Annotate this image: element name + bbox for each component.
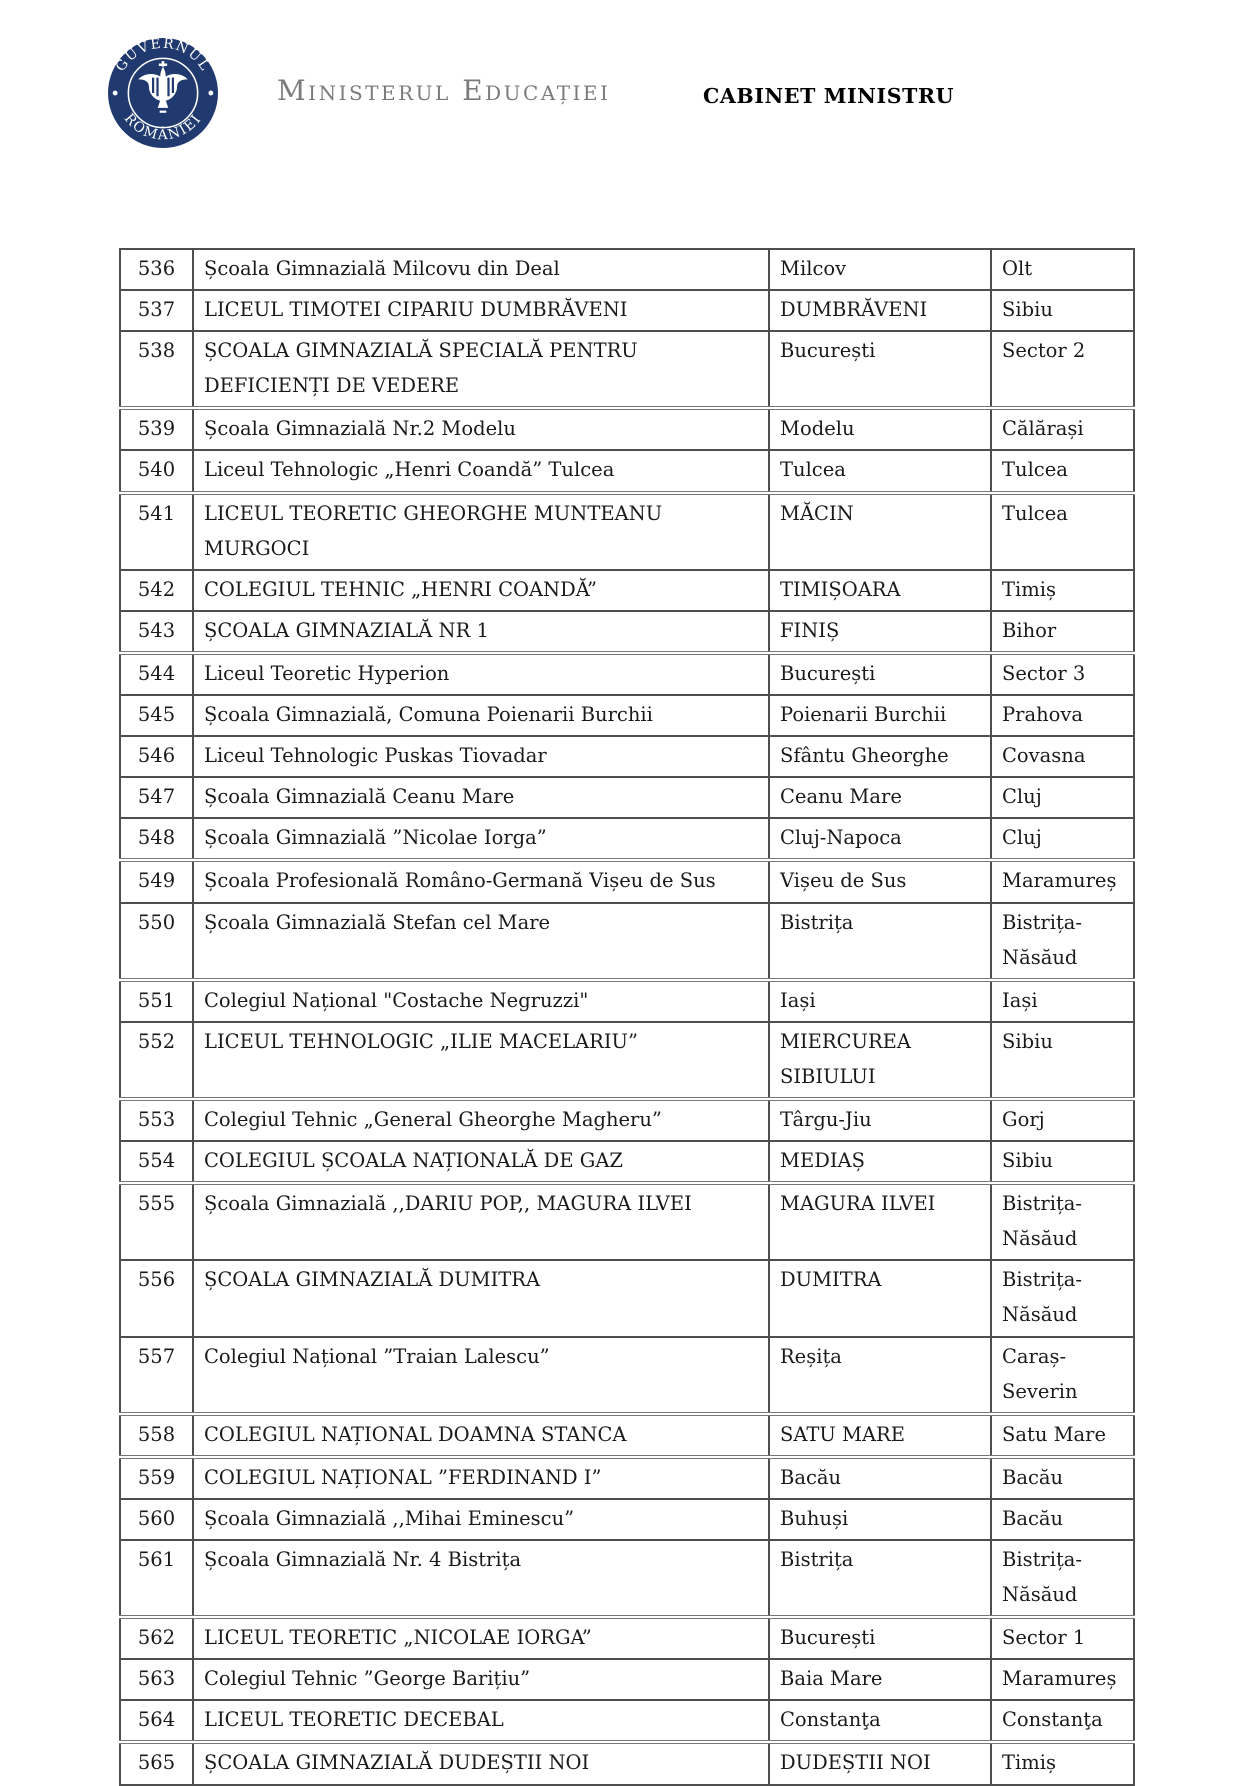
county-cell: Cluj bbox=[991, 818, 1134, 860]
table-row bbox=[120, 818, 1134, 860]
table-row bbox=[120, 290, 1134, 331]
city-cell: FINIȘ bbox=[769, 611, 991, 653]
county-cell: Sector 3 bbox=[991, 653, 1134, 695]
city-cell: Bistrița bbox=[769, 903, 991, 980]
city-cell: DUMBRĂVENI bbox=[769, 290, 991, 331]
school-name-cell: ȘCOALA GIMNAZIALĂ NR 1 bbox=[193, 611, 769, 653]
school-name-cell: Școala Gimnazială ”Nicolae Iorga” bbox=[193, 818, 769, 860]
city-cell: Poienarii Burchii bbox=[769, 695, 991, 736]
city-cell: SATU MARE bbox=[769, 1414, 991, 1457]
school-name-cell: COLEGIUL ȘCOALA NAȚIONALĂ DE GAZ bbox=[193, 1141, 769, 1183]
city-cell: București bbox=[769, 331, 991, 408]
table-row bbox=[120, 1540, 1134, 1617]
row-number: 546 bbox=[120, 736, 193, 777]
row-number: 565 bbox=[120, 1742, 193, 1784]
school-name-cell: Colegiul Național "Costache Negruzzi" bbox=[193, 980, 769, 1022]
county-cell: Caraș-Severin bbox=[991, 1337, 1134, 1414]
school-name-cell: ȘCOALA GIMNAZIALĂ SPECIALĂ PENTRU DEFICIENȚI DE VEDERE bbox=[193, 331, 769, 408]
school-name-cell: COLEGIUL TEHNIC „HENRI COANDĂ” bbox=[193, 570, 769, 611]
city-cell: Bacău bbox=[769, 1457, 991, 1499]
school-name-cell: Școala Gimnazială Ceanu Mare bbox=[193, 777, 769, 818]
school-name-cell: Liceul Tehnologic Puskas Tiovadar bbox=[193, 736, 769, 777]
school-name-cell: LICEUL TEHNOLOGIC „ILIE MACELARIU” bbox=[193, 1022, 769, 1099]
cabinet-ministru-title: CABINET MINISTRU bbox=[703, 84, 955, 108]
city-cell: Modelu bbox=[769, 408, 991, 450]
county-cell: Sector 1 bbox=[991, 1617, 1134, 1659]
school-name-cell: Școala Gimnazială Stefan cel Mare bbox=[193, 903, 769, 980]
school-name-cell: Școala Gimnazială ,,DARIU POP,, MAGURA ILVEI bbox=[193, 1183, 769, 1260]
row-number: 547 bbox=[120, 777, 193, 818]
government-seal-logo bbox=[108, 38, 218, 148]
table-row bbox=[120, 1742, 1134, 1784]
seal-bottom-text: ROMÂNIEI bbox=[120, 110, 206, 144]
table-row bbox=[120, 611, 1134, 653]
school-name-cell: Colegiul Tehnic ”George Barițiu” bbox=[193, 1659, 769, 1700]
county-cell: Tulcea bbox=[991, 493, 1134, 570]
city-cell: Tulcea bbox=[769, 450, 991, 492]
table-row bbox=[120, 736, 1134, 777]
county-cell: Constanţa bbox=[991, 1700, 1134, 1742]
city-cell: MĂCIN bbox=[769, 493, 991, 570]
row-number: 536 bbox=[120, 249, 193, 290]
row-number: 555 bbox=[120, 1183, 193, 1260]
city-cell: Târgu-Jiu bbox=[769, 1099, 991, 1141]
row-number: 542 bbox=[120, 570, 193, 611]
school-name-cell: COLEGIUL NAȚIONAL ”FERDINAND I” bbox=[193, 1457, 769, 1499]
row-number: 543 bbox=[120, 611, 193, 653]
county-cell: Sibiu bbox=[991, 1141, 1134, 1183]
row-number: 548 bbox=[120, 818, 193, 860]
county-cell: Satu Mare bbox=[991, 1414, 1134, 1457]
table-row bbox=[120, 1183, 1134, 1260]
row-number: 538 bbox=[120, 331, 193, 408]
city-cell: București bbox=[769, 1617, 991, 1659]
county-cell: Sibiu bbox=[991, 1022, 1134, 1099]
table-row bbox=[120, 1022, 1134, 1099]
table-row bbox=[120, 695, 1134, 736]
seal-top-text: GUVERNUL bbox=[112, 38, 214, 75]
school-name-cell: Școala Gimnazială Nr.2 Modelu bbox=[193, 408, 769, 450]
city-cell: MEDIAȘ bbox=[769, 1141, 991, 1183]
county-cell: Cluj bbox=[991, 777, 1134, 818]
city-cell: DUMITRA bbox=[769, 1260, 991, 1336]
guvernul-romaniei-seal-icon bbox=[108, 38, 218, 148]
table-row bbox=[120, 1260, 1134, 1336]
table-row bbox=[120, 1617, 1134, 1659]
row-number: 552 bbox=[120, 1022, 193, 1099]
county-cell: Sector 2 bbox=[991, 331, 1134, 408]
city-cell: MIERCUREA SIBIULUI bbox=[769, 1022, 991, 1099]
table-row bbox=[120, 331, 1134, 408]
city-cell: MAGURA ILVEI bbox=[769, 1183, 991, 1260]
table-row bbox=[120, 777, 1134, 818]
city-cell: Milcov bbox=[769, 249, 991, 290]
school-name-cell: COLEGIUL NAȚIONAL DOAMNA STANCA bbox=[193, 1414, 769, 1457]
city-cell: Bistrița bbox=[769, 1540, 991, 1617]
row-number: 559 bbox=[120, 1457, 193, 1499]
county-cell: Călărași bbox=[991, 408, 1134, 450]
city-cell: Buhuși bbox=[769, 1499, 991, 1540]
schools-table bbox=[119, 248, 1135, 1786]
county-cell: Bistrița-Năsăud bbox=[991, 903, 1134, 980]
row-number: 540 bbox=[120, 450, 193, 492]
county-cell: Bihor bbox=[991, 611, 1134, 653]
row-number: 544 bbox=[120, 653, 193, 695]
city-cell: Iași bbox=[769, 980, 991, 1022]
school-name-cell: LICEUL TEORETIC DECEBAL bbox=[193, 1700, 769, 1742]
city-cell: Vișeu de Sus bbox=[769, 860, 991, 902]
table-row bbox=[120, 1099, 1134, 1141]
school-name-cell: Colegiul Național ”Traian Lalescu” bbox=[193, 1337, 769, 1414]
school-name-cell: LICEUL TIMOTEI CIPARIU DUMBRĂVENI bbox=[193, 290, 769, 331]
school-name-cell: Liceul Tehnologic „Henri Coandă” Tulcea bbox=[193, 450, 769, 492]
school-name-cell: Școala Gimnazială ,,Mihai Eminescu” bbox=[193, 1499, 769, 1540]
county-cell: Bistrița-Năsăud bbox=[991, 1540, 1134, 1617]
row-number: 561 bbox=[120, 1540, 193, 1617]
row-number: 564 bbox=[120, 1700, 193, 1742]
county-cell: Iași bbox=[991, 980, 1134, 1022]
school-name-cell: Școala Gimnazială Nr. 4 Bistrița bbox=[193, 1540, 769, 1617]
row-number: 550 bbox=[120, 903, 193, 980]
county-cell: Bistrița-Năsăud bbox=[991, 1260, 1134, 1336]
county-cell: Covasna bbox=[991, 736, 1134, 777]
city-cell: Reșița bbox=[769, 1337, 991, 1414]
county-cell: Bacău bbox=[991, 1457, 1134, 1499]
table-row bbox=[120, 570, 1134, 611]
row-number: 549 bbox=[120, 860, 193, 902]
row-number: 557 bbox=[120, 1337, 193, 1414]
table-row bbox=[120, 1457, 1134, 1499]
table-row bbox=[120, 1700, 1134, 1742]
row-number: 537 bbox=[120, 290, 193, 331]
school-name-cell: LICEUL TEORETIC „NICOLAE IORGA” bbox=[193, 1617, 769, 1659]
county-cell: Prahova bbox=[991, 695, 1134, 736]
table-row bbox=[120, 903, 1134, 980]
city-cell: TIMIȘOARA bbox=[769, 570, 991, 611]
table-row bbox=[120, 493, 1134, 570]
row-number: 558 bbox=[120, 1414, 193, 1457]
county-cell: Maramureș bbox=[991, 1659, 1134, 1700]
school-name-cell: LICEUL TEORETIC GHEORGHE MUNTEANU MURGOCI bbox=[193, 493, 769, 570]
table-row bbox=[120, 1141, 1134, 1183]
row-number: 554 bbox=[120, 1141, 193, 1183]
table-row bbox=[120, 980, 1134, 1022]
table-row bbox=[120, 653, 1134, 695]
row-number: 556 bbox=[120, 1260, 193, 1336]
county-cell: Gorj bbox=[991, 1099, 1134, 1141]
row-number: 553 bbox=[120, 1099, 193, 1141]
row-number: 545 bbox=[120, 695, 193, 736]
row-number: 541 bbox=[120, 493, 193, 570]
row-number: 551 bbox=[120, 980, 193, 1022]
table-row bbox=[120, 1337, 1134, 1414]
county-cell: Olt bbox=[991, 249, 1134, 290]
table-row bbox=[120, 450, 1134, 492]
table-row bbox=[120, 1659, 1134, 1700]
city-cell: Ceanu Mare bbox=[769, 777, 991, 818]
county-cell: Timiș bbox=[991, 1742, 1134, 1784]
city-cell: Constanţa bbox=[769, 1700, 991, 1742]
table-row bbox=[120, 408, 1134, 450]
city-cell: Baia Mare bbox=[769, 1659, 991, 1700]
table-row bbox=[120, 249, 1134, 290]
school-name-cell: Liceul Teoretic Hyperion bbox=[193, 653, 769, 695]
county-cell: Sibiu bbox=[991, 290, 1134, 331]
row-number: 563 bbox=[120, 1659, 193, 1700]
county-cell: Maramureș bbox=[991, 860, 1134, 902]
county-cell: Timiș bbox=[991, 570, 1134, 611]
school-name-cell: Școala Gimnazială, Comuna Poienarii Burchii bbox=[193, 695, 769, 736]
table-row bbox=[120, 1499, 1134, 1540]
city-cell: Cluj-Napoca bbox=[769, 818, 991, 860]
row-number: 560 bbox=[120, 1499, 193, 1540]
county-cell: Bacău bbox=[991, 1499, 1134, 1540]
row-number: 562 bbox=[120, 1617, 193, 1659]
table-row bbox=[120, 1414, 1134, 1457]
city-cell: Sfântu Gheorghe bbox=[769, 736, 991, 777]
table-row bbox=[120, 860, 1134, 902]
school-name-cell: Școala Profesională Româno-Germană Vișeu de Sus bbox=[193, 860, 769, 902]
row-number: 539 bbox=[120, 408, 193, 450]
school-name-cell: ȘCOALA GIMNAZIALĂ DUMITRA bbox=[193, 1260, 769, 1336]
county-cell: Tulcea bbox=[991, 450, 1134, 492]
ministry-title: Ministerul Educației bbox=[277, 74, 611, 107]
city-cell: DUDEȘTII NOI bbox=[769, 1742, 991, 1784]
schools-table-container bbox=[119, 248, 1135, 1786]
school-name-cell: Școala Gimnazială Milcovu din Deal bbox=[193, 249, 769, 290]
school-name-cell: ȘCOALA GIMNAZIALĂ DUDEȘTII NOI bbox=[193, 1742, 769, 1784]
city-cell: București bbox=[769, 653, 991, 695]
school-name-cell: Colegiul Tehnic „General Gheorghe Magheru” bbox=[193, 1099, 769, 1141]
county-cell: Bistrița-Năsăud bbox=[991, 1183, 1134, 1260]
schools-table-body bbox=[120, 249, 1134, 1785]
